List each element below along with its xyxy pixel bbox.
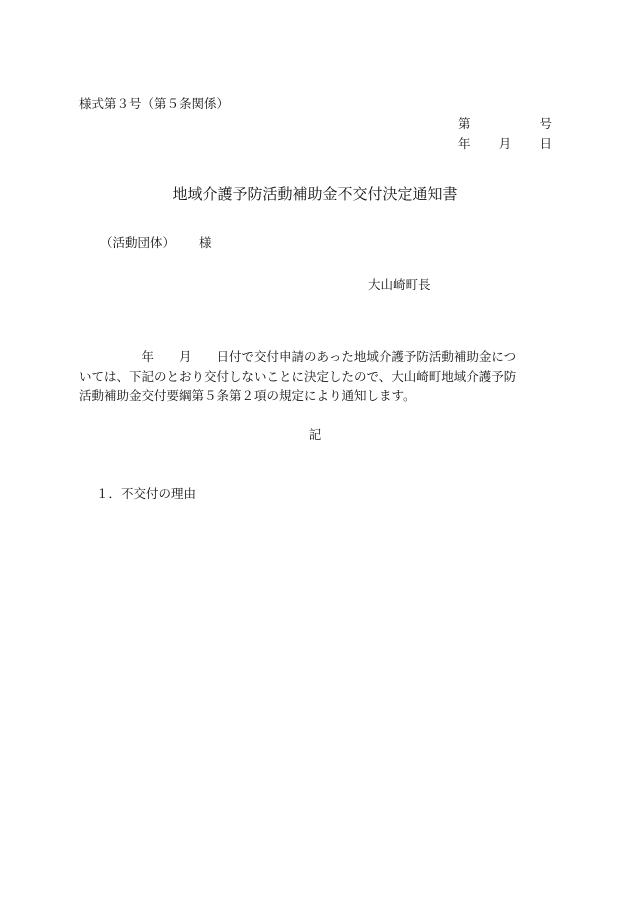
issuer: 大山崎町長 <box>368 277 431 292</box>
document-number <box>458 118 552 131</box>
number-prefix: 第 <box>458 116 471 131</box>
addressee-honorific: 様 <box>199 235 212 250</box>
form-number: 様式第３号（第５条関係） <box>79 96 230 111</box>
addressee <box>100 237 212 250</box>
ki-heading: 記 <box>308 427 322 442</box>
body-paragraph <box>79 347 551 406</box>
number-suffix: 号 <box>539 116 552 131</box>
date-day: 日 <box>539 135 552 151</box>
document-number-block <box>458 118 552 150</box>
body-line-3: 活動補助金交付要綱第５条第２項の規定により通知します。 <box>79 388 416 403</box>
body-line-2: いては、下記のとおり交付しないことに決定したので、大山崎町地域介護予防 <box>79 368 517 384</box>
document-title-text: 地域介護予防活動補助金不交付決定通知書 <box>172 185 458 203</box>
addressee-name: （活動団体） <box>100 235 176 250</box>
item-reason: １．不交付の理由 <box>96 486 197 501</box>
document-title <box>0 187 630 202</box>
date-year: 年 <box>458 135 471 151</box>
date-month: 月 <box>498 135 512 151</box>
document-date <box>458 135 552 151</box>
body-line-1: 年 月 日付で交付申請のあった地域介護予防活動補助金につ <box>79 349 517 364</box>
